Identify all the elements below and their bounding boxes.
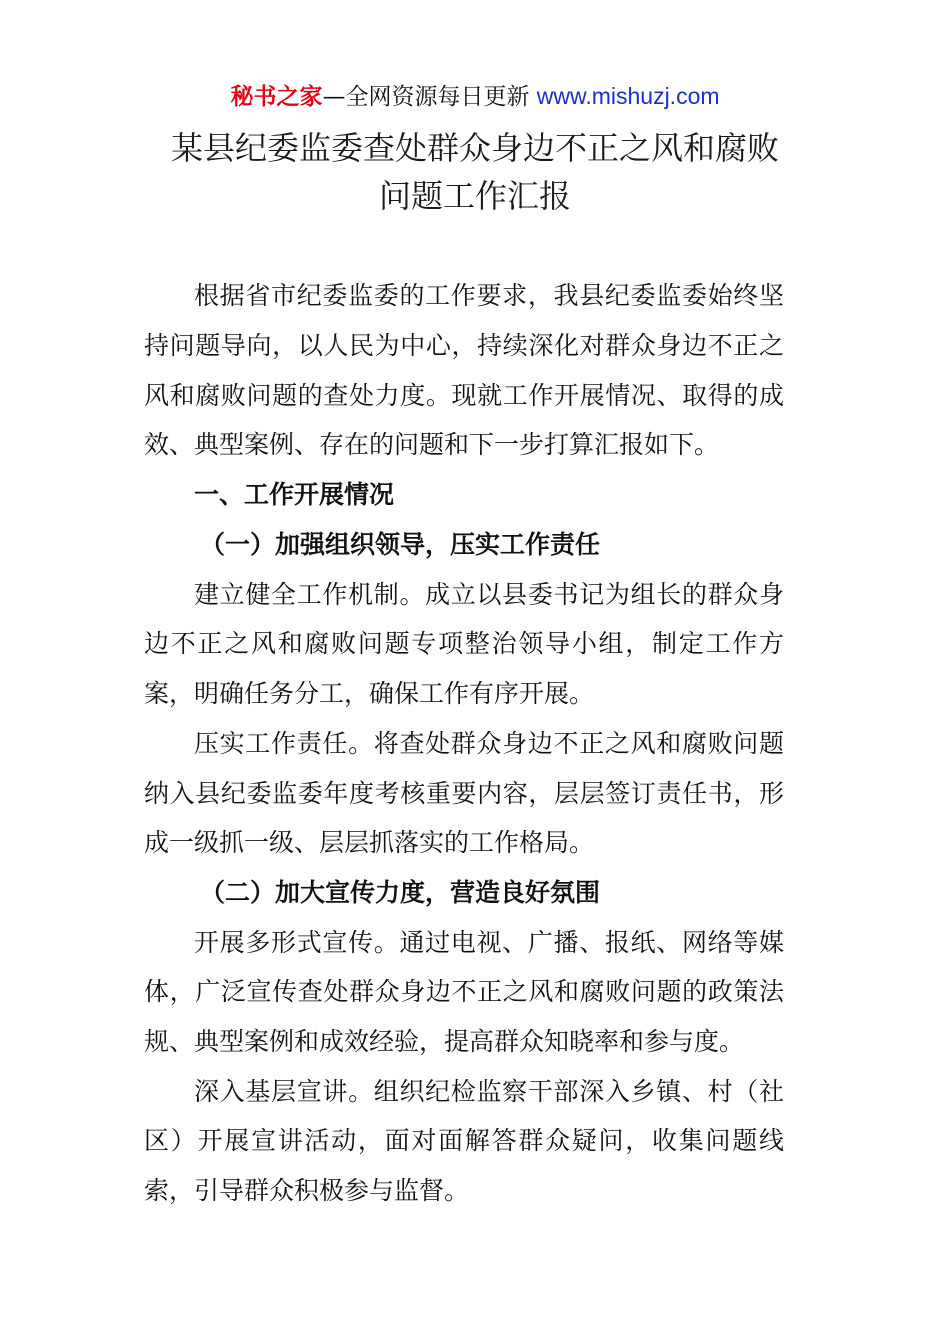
document-title-line-2: 问题工作汇报 xyxy=(378,177,571,215)
paragraph-line: 根据省市纪委监委的工作要求，我县纪委监委始终坚 xyxy=(194,281,784,310)
paragraph-line: 区）开展宣讲活动，面对面解答群众疑问，收集问题线 xyxy=(144,1126,784,1155)
paragraph-line: 案，明确任务分工，确保工作有序开展。 xyxy=(144,679,595,708)
paragraph-line: 索，引导群众积极参与监督。 xyxy=(144,1176,470,1205)
brand-name: 秘书之家 xyxy=(230,84,323,110)
paragraph-line: 体，广泛宣传查处群众身边不正之风和腐败问题的政策法 xyxy=(144,977,784,1006)
paragraph-line: 规、典型案例和成效经验，提高群众知晓率和参与度。 xyxy=(144,1027,745,1056)
paragraph-line: 纳入县纪委监委年度考核重要内容，层层签订责任书，形 xyxy=(144,779,784,808)
document-title-line-1: 某县纪委监委查处群众身边不正之风和腐败 xyxy=(170,129,779,167)
paragraph-line: 风和腐败问题的查处力度。现就工作开展情况、取得的成 xyxy=(144,381,784,410)
paragraph-line: 深入基层宣讲。组织纪检监察干部深入乡镇、村（社 xyxy=(194,1077,784,1106)
paragraph-line: 开展多形式宣传。通过电视、广播、报纸、网络等媒 xyxy=(194,928,784,957)
subsection-heading: （二）加大宣传力度，营造良好氛围 xyxy=(200,878,601,907)
paragraph-line: 边不正之风和腐败问题专项整治领导小组，制定工作方 xyxy=(144,629,784,658)
paragraph-line: 效、典型案例、存在的问题和下一步打算汇报如下。 xyxy=(144,430,720,459)
subsection-heading: （一）加强组织领导，压实工作责任 xyxy=(200,530,601,559)
paragraph-line: 压实工作责任。将查处群众身边不正之风和腐败问题 xyxy=(194,729,784,758)
section-heading: 一、工作开展情况 xyxy=(194,480,395,509)
paragraph-line: 成一级抓一级、层层抓落实的工作格局。 xyxy=(144,828,595,857)
site-header xyxy=(0,80,950,113)
paragraph-line: 建立健全工作机制。成立以县委书记为组长的群众身 xyxy=(194,580,784,609)
site-url[interactable]: www.mishuzj.com xyxy=(536,83,720,109)
header-tagline: —全网资源每日更新 xyxy=(322,84,537,110)
paragraph-line: 持问题导向，以人民为中心，持续深化对群众身边不正之 xyxy=(144,331,784,360)
